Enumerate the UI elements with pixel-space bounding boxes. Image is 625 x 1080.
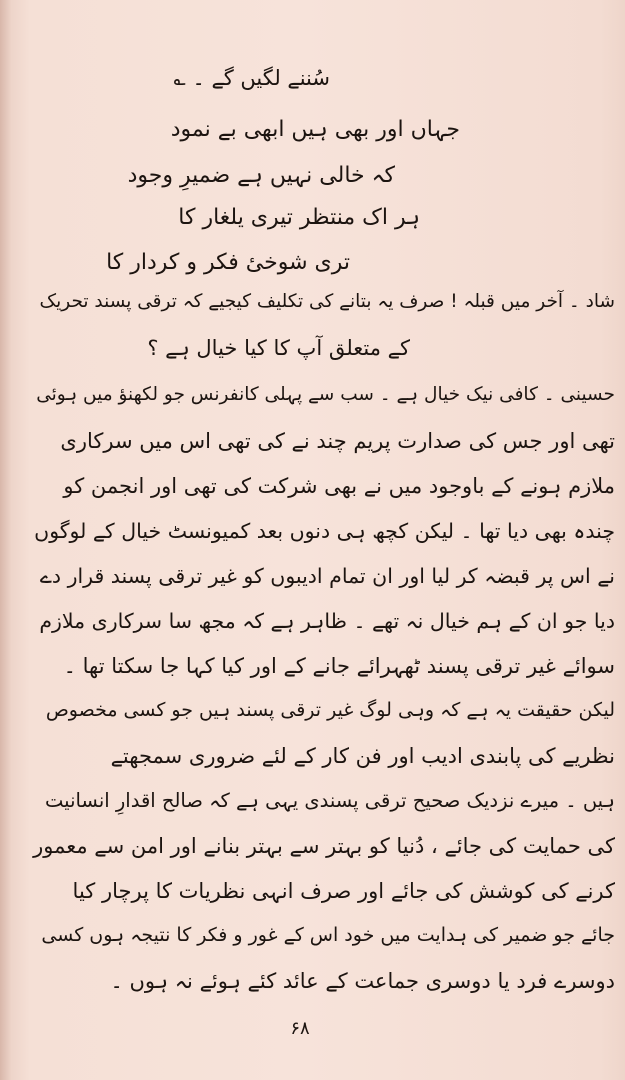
poem-line-4: تری شوخیٔ فکر و کردار کا <box>106 250 350 275</box>
text-line-11: چندہ بھی دیا تھا ۔ لیکن کچھ ہی دنوں بعد کمیونسٹ خیال کے لوگوں <box>34 519 615 543</box>
text-line-13: دیا جو ان کے ہم خیال نہ تھے ۔ ظاہر ہے کہ مجھ سا سرکاری ملازم <box>39 609 615 633</box>
text-line-1: سُننے لگیں گے ۔ ؎ <box>173 66 330 90</box>
text-line-10: ملازم ہونے کے باوجود میں نے بھی شرکت کی تھی اور انجمن کو <box>63 474 615 498</box>
text-line-16: نظریے کی پابندی ادیب اور فن کار کے لئے ضروری سمجھتے <box>110 744 615 768</box>
page-spine-shadow <box>0 0 12 1080</box>
text-line-14: سوائے غیر ترقی پسند ٹھہرائے جانے کے اور کیا کہا جا سکتا تھا ۔ <box>63 654 615 678</box>
text-line-19: کرنے کی کوشش کی جائے اور صرف انہی نظریات کا پرچار کیا <box>72 879 615 903</box>
page-number: ۶۸ <box>290 1018 310 1039</box>
text-line-6: شاد ۔ آخر میں قبلہ ! صرف یہ بتانے کی تکلیف کیجیے کہ ترقی پسند تحریک <box>39 291 615 312</box>
text-line-8: حسینی ۔ کافی نیک خیال ہے ۔ سب سے پہلی کانفرنس جو لکھنؤ میں ہوئی <box>36 384 615 405</box>
poem-line-1: جہاں اور بھی ہیں ابھی بے نمود <box>170 117 460 142</box>
text-line-7: کے متعلق آپ کا کیا خیال ہے ؟ <box>147 336 410 360</box>
text-line-17: ہیں ۔ میرے نزدیک صحیح ترقی پسندی یہی ہے کہ صالح اقدارِ انسانیت <box>45 789 615 812</box>
text-line-18: کی حمایت کی جائے ، دُنیا کو بہتر سے بہتر بنانے اور امن سے معمور <box>33 834 615 858</box>
text-line-9: تھی اور جس کی صدارت پریم چند نے کی تھی اس میں سرکاری <box>60 429 615 453</box>
text-line-15: لیکن حقیقت یہ ہے کہ وہی لوگ غیر ترقی پسند ہیں جو کسی مخصوص <box>45 699 615 721</box>
poem-line-3: ہر اک منتظر تیری یلغار کا <box>178 205 420 230</box>
text-line-12: نے اس پر قبضہ کر لیا اور ان تمام ادیبوں کو غیر ترقی پسند قرار دے <box>39 564 615 588</box>
text-line-20: جائے جو ضمیر کی ہدایت میں خود اس کے غور و فکر کا نتیجہ ہوں کسی <box>41 924 615 946</box>
poem-line-2: کہ خالی نہیں ہے ضمیرِ وجود <box>127 163 395 188</box>
text-line-21: دوسرے فرد یا دوسری جماعت کے عائد کئے ہوئے نہ ہوں ۔ <box>110 969 615 993</box>
